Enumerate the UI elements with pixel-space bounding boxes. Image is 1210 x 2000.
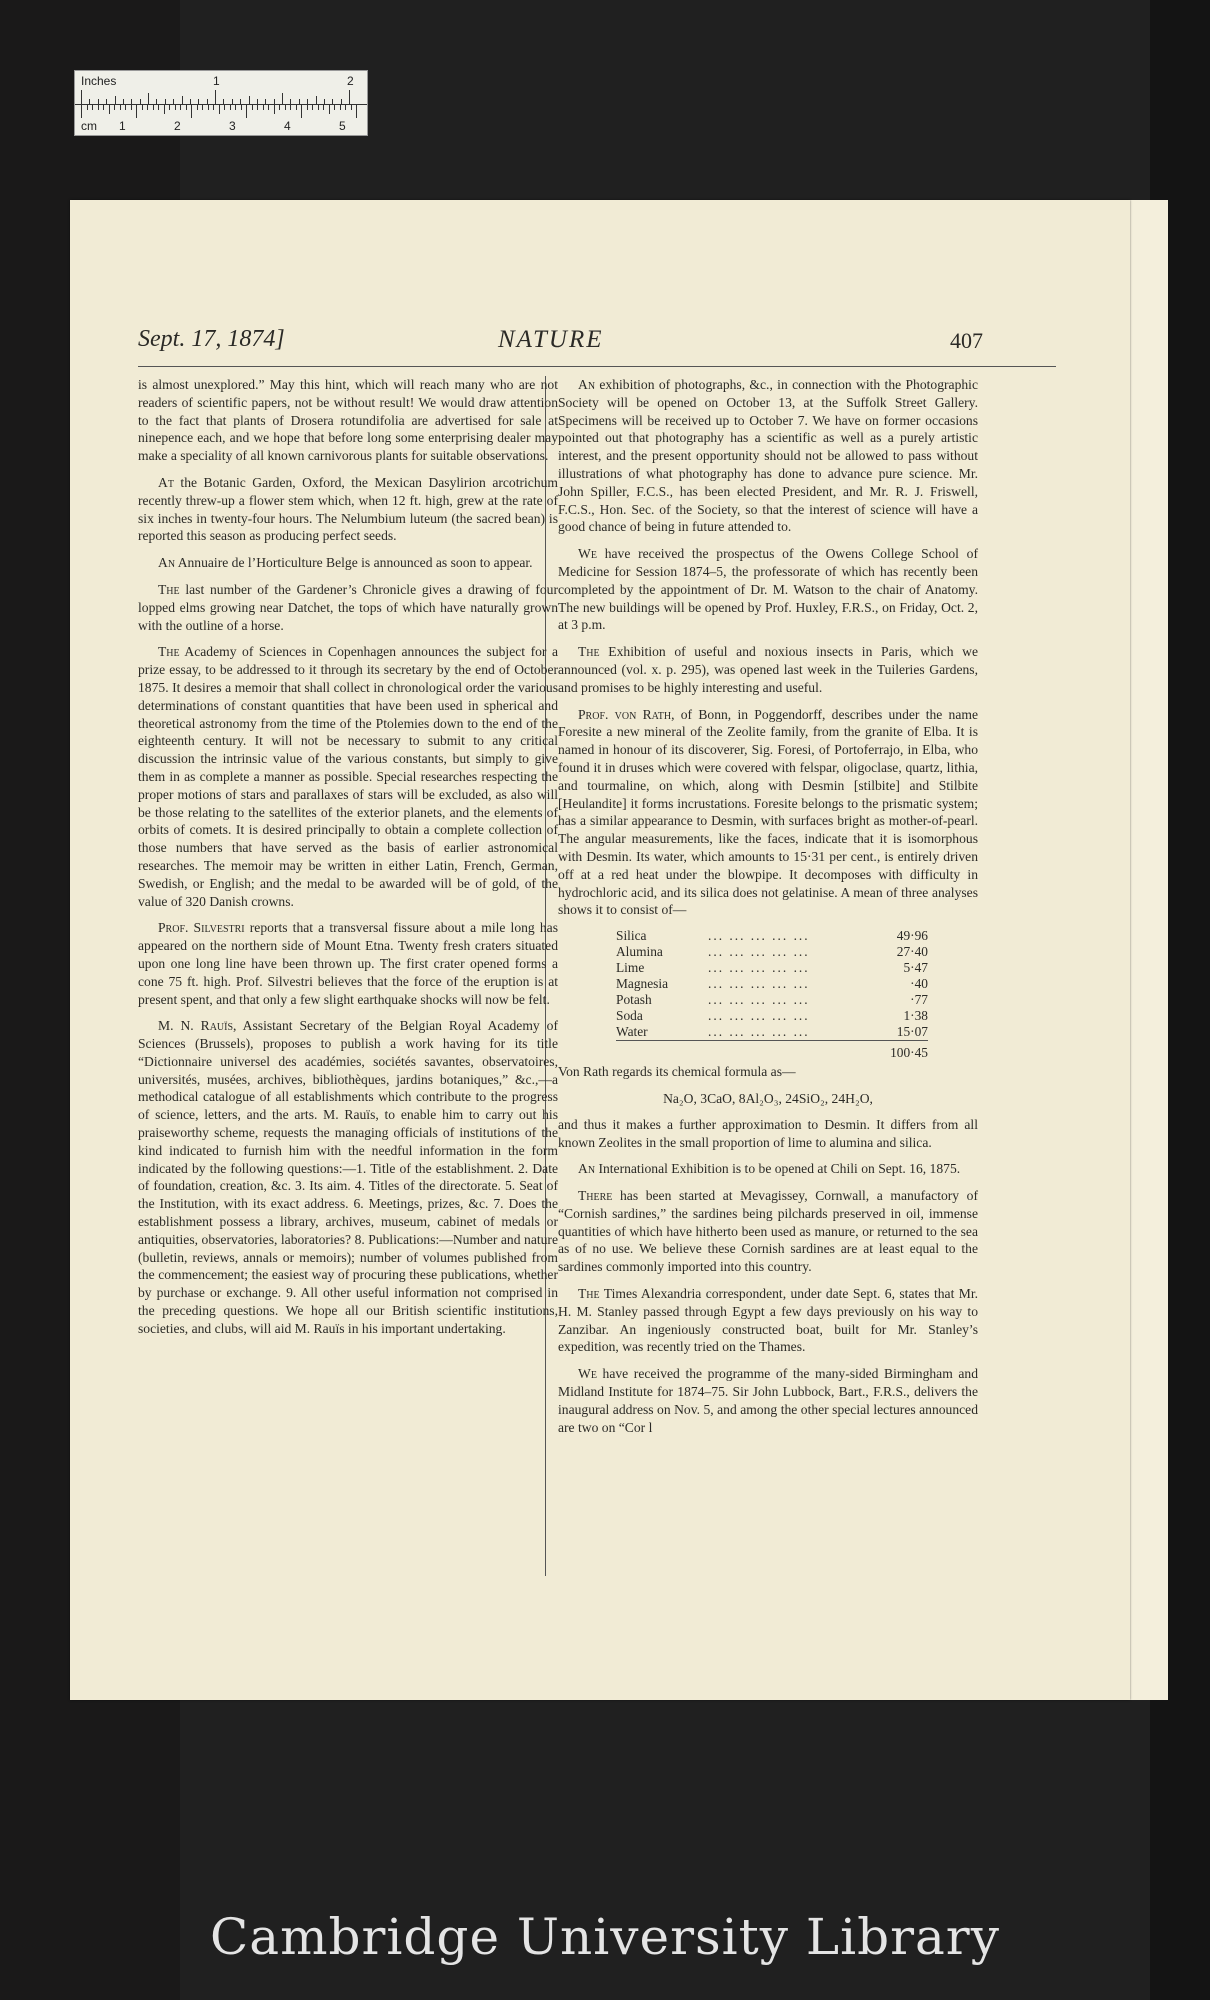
leader-dots: ... ... ... ... ... bbox=[708, 992, 810, 1008]
analysis-value: 15·07 bbox=[896, 1024, 928, 1040]
ruler-tick bbox=[290, 99, 291, 104]
ruler-tick bbox=[164, 105, 165, 114]
leader-dots: ... ... ... ... ... bbox=[708, 960, 810, 976]
analysis-row bbox=[616, 992, 928, 1008]
ruler-tick bbox=[323, 105, 324, 110]
ruler-tick bbox=[268, 105, 269, 110]
paragraph-text: have received the prospectus of the Owens College School of Medicine for Session 1874–5, the professorate of which has recently been completed by the appointment of Dr. M. Watson to the chair of Anatomy. The new buildings will be opened by Prof. Huxley, F.R.S., on Friday, Oct. 2, at 3 p.m. bbox=[558, 546, 978, 633]
ruler-tick bbox=[263, 105, 264, 110]
paragraph-text: , of Bonn, in Poggendorff, describes under the name Foresite a new mineral of the Zeolite family, from the granite of Elba. It is named in honour of its discoverer, Sig. Foresi, of Portoferrajo, in Elba, who found it in druses which were covered with felspar, oligoclase, quartz, lithia, and tourmaline, on which, along with Desmin [stilbite] and Stilbite [Heulandite] it forms incrustations. Foresite belongs to the prismatic system; has a similar appearance to Desmin, with surfaces bright as mother-of-pearl. The angular measurements, like the faces, indicate that it is isomorphous with Desmin. Its water, which amounts to 15·31 per cent., is entirely driven off at a red heat under the blowpipe. It decomposes with difficulty in hydrochloric acid, and its silica does not gelatinise. A mean of three analyses shows it to consist of— bbox=[558, 706, 978, 918]
paragraph-lead: We bbox=[578, 546, 597, 562]
analysis-component: Soda bbox=[616, 1008, 643, 1024]
ruler-tick bbox=[81, 90, 82, 104]
paragraph-text: have received the programme of the many-sided Birmingham and Midland Institute for 1874–75. Sir John Lubbock, Bart., F.R.S., delivers the inaugural address on Nov. 5, and among the other special lectures announced are two on “Cor l bbox=[558, 1366, 978, 1435]
ruler-tick bbox=[224, 105, 225, 110]
article-paragraph bbox=[138, 643, 558, 910]
ruler-tick bbox=[120, 105, 121, 110]
ruler-tick bbox=[340, 105, 341, 110]
ruler-tick bbox=[173, 99, 174, 104]
analysis-value: ·77 bbox=[910, 992, 928, 1008]
paragraph-text: Annuaire de l’Horticulture Belge is announced as soon to appear. bbox=[175, 555, 533, 571]
ruler-tick bbox=[182, 96, 183, 104]
ruler-tick bbox=[285, 105, 286, 110]
analysis-value: 49·96 bbox=[896, 928, 928, 944]
ruler-tick bbox=[180, 105, 181, 110]
ruler-tick bbox=[148, 93, 149, 104]
ruler-tick bbox=[329, 105, 330, 114]
paragraph-text: last number of the Gardener’s Chronicle gives a drawing of four lopped elms growing near Datchet, the tops of which have naturally grown with the outline of a horse. bbox=[138, 581, 558, 633]
ruler-tick bbox=[98, 99, 99, 104]
article-paragraph bbox=[558, 1285, 978, 1356]
ruler-inches-label: Inches bbox=[81, 74, 117, 88]
ruler-tick bbox=[230, 105, 231, 110]
paragraph-lead: Prof. von Rath bbox=[578, 706, 672, 722]
ruler-tick bbox=[131, 99, 132, 104]
ruler-tick bbox=[249, 96, 250, 104]
ruler-tick bbox=[158, 105, 159, 110]
ruler-tick bbox=[81, 105, 82, 118]
ruler-tick bbox=[106, 99, 107, 104]
article-paragraph bbox=[138, 376, 558, 465]
article-paragraph bbox=[558, 643, 978, 696]
analysis-component: Silica bbox=[616, 928, 647, 944]
ruler-tick bbox=[279, 105, 280, 110]
analysis-row bbox=[616, 960, 928, 976]
paragraph-lead: We bbox=[578, 1366, 597, 1382]
analysis-value: 1·38 bbox=[903, 1008, 928, 1024]
article-paragraph bbox=[558, 706, 978, 920]
leader-dots: ... ... ... ... ... bbox=[708, 928, 810, 944]
ruler-tick bbox=[282, 93, 283, 104]
paragraph-lead: M. N. Rauïs bbox=[158, 1018, 234, 1034]
formula-intro: Von Rath regards its chemical formula as— bbox=[558, 1064, 796, 1080]
ruler-tick bbox=[153, 105, 154, 110]
analysis-value: 27·40 bbox=[896, 944, 928, 960]
ruler-tick bbox=[334, 105, 335, 110]
ruler-tick bbox=[198, 99, 199, 104]
ruler-tick bbox=[265, 99, 266, 104]
ruler-tick bbox=[349, 90, 350, 104]
ruler-tick bbox=[274, 99, 275, 104]
analysis-component: Magnesia bbox=[616, 976, 669, 992]
ruler-cm-number: 4 bbox=[284, 119, 291, 133]
article-paragraph bbox=[558, 376, 978, 536]
paragraph-text: , Assistant Secretary of the Belgian Royal Academy of Sciences (Brussels), proposes to publish a work having for its title “Dictionnaire universel des académies, sociétés savantes, observatoires, universités, musées, archives, bibliothèques, jardins botaniques,” &c.,—a methodical catalogue of all establishments which contribute to the progress of science, letters, and the arts. M. Rauïs, to enable him to carry out his praiseworthy scheme, requests the managing officials of institutions of the kind indicated to furnish him with the needful information in the form indicated by the following questions:—1. Title of the establishment. 2. Date of foundation, creation, &c. 3. Its aim. 4. Titles of the directorate. 5. Seat of the Institution, with its exact address. 6. Meetings, prizes, &c. 7. Does the establishment possess a library, archives, museum, cabinet of medals or antiquities, observatories, laboratories? 8. Publications:—Number and nature (bulletin, reviews, annals or memoirs); number of volumes published from the commencement; the easiest way of procuring these publications, whether by purchase or exchange. 9. All other useful information not comprised in the preceding questions. We hope all our British scientific institutions, societies, and clubs, will aid M. Rauïs in his important undertaking. bbox=[138, 1018, 558, 1336]
paragraph-lead: The bbox=[578, 1286, 600, 1302]
ruler-tick bbox=[235, 105, 236, 110]
analysis-value: 5·47 bbox=[903, 960, 928, 976]
ruler-tick bbox=[186, 105, 187, 110]
paragraph-lead: An bbox=[578, 377, 596, 392]
analysis-total-row bbox=[616, 1041, 928, 1062]
analysis-row bbox=[616, 1024, 928, 1041]
right-column-paragraphs bbox=[558, 376, 978, 919]
analysis-component: Alumina bbox=[616, 944, 663, 960]
ruler-tick bbox=[115, 96, 116, 104]
article-paragraph bbox=[138, 919, 558, 1008]
analysis-value: ·40 bbox=[910, 976, 928, 992]
library-watermark: Cambridge University Library bbox=[210, 1908, 1000, 1966]
ruler-tick bbox=[103, 105, 104, 110]
paragraph-text: is almost unexplored.” May this hint, which will reach many who are not readers of scientific papers, not be without result! We would draw attention to the fact that plants of Drosera rotundifolia are advertised for sale at ninepence each, and we hope that before long some enterprising dealer may make a speciality of all known carnivorous plants for suitable observations. bbox=[138, 377, 558, 464]
paragraph-lead: The bbox=[578, 644, 600, 660]
leader-dots: ... ... ... ... ... bbox=[708, 1008, 810, 1024]
ruler-tick bbox=[332, 99, 333, 104]
ruler-tick bbox=[341, 99, 342, 104]
analysis-total: 100·45 bbox=[880, 1041, 928, 1062]
analysis-component: Potash bbox=[616, 992, 652, 1008]
ruler-tick bbox=[140, 99, 141, 104]
journal-title: NATURE bbox=[498, 326, 604, 353]
ruler-tick bbox=[207, 99, 208, 104]
left-column bbox=[138, 376, 558, 1347]
leader-dots: ... ... ... ... ... bbox=[708, 944, 810, 960]
analysis-row bbox=[616, 1008, 928, 1024]
ruler-tick bbox=[114, 105, 115, 110]
ruler-tick bbox=[215, 90, 216, 104]
ruler-tick bbox=[123, 99, 124, 104]
article-paragraph bbox=[138, 554, 558, 572]
ruler-tick bbox=[307, 99, 308, 104]
ruler-tick bbox=[92, 105, 93, 110]
ruler-tick bbox=[191, 105, 192, 118]
ruler-tick bbox=[356, 105, 357, 118]
ruler-tick bbox=[299, 99, 300, 104]
paragraph-lead: Prof. Silvestri bbox=[158, 920, 245, 936]
ruler-tick bbox=[318, 105, 319, 110]
ruler-tick bbox=[147, 105, 148, 110]
paragraph-text: International Exhibition is to be opened at Chili on Sept. 16, 1875. bbox=[595, 1161, 961, 1177]
paragraph-lead: An bbox=[578, 1161, 596, 1177]
ruler-tick bbox=[89, 99, 90, 104]
mineral-analysis-table bbox=[616, 928, 928, 1061]
ruler-tick bbox=[87, 105, 88, 110]
ruler-tick bbox=[165, 99, 166, 104]
scale-ruler bbox=[74, 70, 368, 136]
ruler-cm-number: 3 bbox=[229, 119, 236, 133]
analysis-row bbox=[616, 944, 928, 960]
ruler-tick bbox=[219, 105, 220, 114]
ruler-tick bbox=[257, 105, 258, 110]
ruler-tick bbox=[175, 105, 176, 110]
ruler-tick bbox=[274, 105, 275, 114]
ruler-tick bbox=[223, 99, 224, 104]
right-column-paragraphs bbox=[558, 1160, 978, 1436]
paragraph-text: Academy of Sciences in Copenhagen announces the subject for a prize essay, to be addressed to it through its secretary by the end of October 1875. It desires a memoir that shall collect in chronological order the various determinations of constant quantities that have been used in spherical and theoretical astronomy from the time of the Ptolemies down to the end of the eighteenth century. It will not be necessary to submit to any critical discussion the intrinsic value of the various constants, but simply to give them in as complete a manner as possible. Special researches respecting the proper motions of stars and parallaxes of stars will be excluded, as also will be those relating to the satellites of the exterior planets, and the elements of orbits of comets. It is desired principally to obtain a complete collection of those numbers that have served as the basis of earlier astronomical researches. The memoir may be written in either Latin, French, German, Swedish, or English; and the medal to be awarded will be of gold, of the value of 320 Danish crowns. bbox=[138, 644, 558, 909]
paragraph-text: Exhibition of useful and noxious insects in Paris, which we announced (vol. x. p. 295), was opened last week in the Tuileries Gardens, and promises to be highly interesting and useful. bbox=[558, 644, 978, 695]
ruler-inch-number: 1 bbox=[213, 74, 220, 88]
ruler-tick bbox=[316, 96, 317, 104]
ruler-tick bbox=[240, 99, 241, 104]
header-date: Sept. 17, 1874] bbox=[138, 326, 285, 352]
article-paragraph bbox=[558, 1187, 978, 1276]
ruler-tick bbox=[213, 105, 214, 110]
ruler-tick bbox=[169, 105, 170, 110]
article-paragraph bbox=[138, 1017, 558, 1337]
ruler-cm-number: 2 bbox=[174, 119, 181, 133]
chemical-formula: Na₂O, 3CaO, 8Al₂O₃, 24SiO₂, 24H₂O, bbox=[663, 1090, 873, 1106]
ruler-tick bbox=[190, 99, 191, 104]
ruler-cm-number: 1 bbox=[119, 119, 126, 133]
leader-dots: ... ... ... ... ... bbox=[708, 1024, 810, 1040]
ruler-tick bbox=[252, 105, 253, 110]
page-number: 407 bbox=[950, 328, 983, 353]
analysis-row bbox=[616, 976, 928, 992]
article-paragraph bbox=[138, 474, 558, 545]
ruler-tick bbox=[232, 99, 233, 104]
article-paragraph bbox=[558, 545, 978, 634]
leader-dots: ... ... ... ... ... bbox=[708, 976, 810, 992]
header-rule bbox=[138, 366, 1056, 367]
formula-after: and thus it makes a further approximation to Desmin. It differs from all known Zeolites in the small proportion of lime to alumina and silica. bbox=[558, 1116, 978, 1150]
paragraph-lead: The bbox=[158, 644, 180, 660]
paragraph-lead: An bbox=[158, 555, 176, 571]
paragraph-text: the Botanic Garden, Oxford, the Mexican Dasylirion arcotrichum recently threw-up a flower stem which, when 12 ft. high, grew at the rate of six inches in twenty-four hours. The Nelumbium luteum (the sacred bean) is reported this season as producing perfect seeds. bbox=[138, 474, 558, 544]
ruler-tick bbox=[136, 105, 137, 118]
paragraph-text: Times Alexandria correspondent, under date Sept. 6, states that Mr. H. M. Stanley passed through Egypt a few days previously on his way to Zanzibar. An ingeniously constructed boat, built for Mr. Stanley’s expedition, was recently tried on the Thames. bbox=[558, 1286, 978, 1355]
paragraph-lead: At bbox=[158, 474, 174, 490]
article-paragraph bbox=[558, 1365, 978, 1436]
ruler-tick bbox=[324, 99, 325, 104]
ruler-tick bbox=[125, 105, 126, 110]
ruler-tick bbox=[109, 105, 110, 114]
paragraph-text: exhibition of photographs, &c., in connection with the Photographic Society will be opened on October 13, at the Suffolk Street Gallery. Specimens will be received up to October 7. We have on former occasions pointed out that photography has a scientific as well as a purely artistic interest, and the present opportunity should not be allowed to pass without illustrations of what photography has done to advance pure science. Mr. John Spiller, F.C.S., has been elected President, and Mr. R. J. Friswell, F.C.S., Hon. Sec. of the Society, so that the interest of science will have a good chance of being in future attended to. bbox=[558, 377, 978, 535]
ruler-tick bbox=[290, 105, 291, 110]
ruler-tick bbox=[301, 105, 302, 118]
ruler-tick bbox=[246, 105, 247, 118]
ruler-tick bbox=[345, 105, 346, 110]
ruler-tick bbox=[202, 105, 203, 110]
ruler-tick bbox=[257, 99, 258, 104]
right-column bbox=[558, 376, 978, 1445]
ruler-tick bbox=[307, 105, 308, 110]
ruler-cm-number: 5 bbox=[339, 119, 346, 133]
ruler-tick bbox=[312, 105, 313, 110]
ruler-tick bbox=[156, 99, 157, 104]
ruler-cm-label: cm bbox=[81, 119, 97, 133]
article-paragraph bbox=[558, 1160, 978, 1178]
paragraph-text: reports that a transversal fissure about a mile long has appeared on the northern side of Mount Etna. Twenty fresh craters situated upon one long line have been thrown up. The first crater opened forms a cone 75 ft. high. Prof. Silvestri believes that the force of the eruption is at present spent, and that only a few slight earthquake shocks will now be felt. bbox=[138, 920, 558, 1007]
article-paragraph bbox=[138, 581, 558, 634]
ruler-tick bbox=[296, 105, 297, 110]
ruler-tick bbox=[351, 105, 352, 110]
ruler-tick bbox=[208, 105, 209, 110]
ruler-tick bbox=[131, 105, 132, 110]
ruler-tick bbox=[241, 105, 242, 110]
ruler-tick bbox=[197, 105, 198, 110]
analysis-row bbox=[616, 928, 928, 944]
paragraph-lead: There bbox=[578, 1188, 613, 1204]
journal-page bbox=[70, 200, 1130, 1700]
ruler-tick bbox=[98, 105, 99, 110]
paragraph-text: has been started at Mevagissey, Cornwall, a manufactory of “Cornish sardines,” the sardines being pilchards preserved in oil, immense quantities of which have hitherto been used as manure, or returned to the sea as of no use. We believe these Cornish sardines are at least equal to the sardines commonly imported into this country. bbox=[558, 1188, 978, 1275]
ruler-inch-number: 2 bbox=[347, 74, 354, 88]
ruler-tick bbox=[142, 105, 143, 110]
analysis-component: Water bbox=[616, 1024, 648, 1040]
paragraph-lead: The bbox=[158, 581, 180, 597]
analysis-component: Lime bbox=[616, 960, 645, 976]
